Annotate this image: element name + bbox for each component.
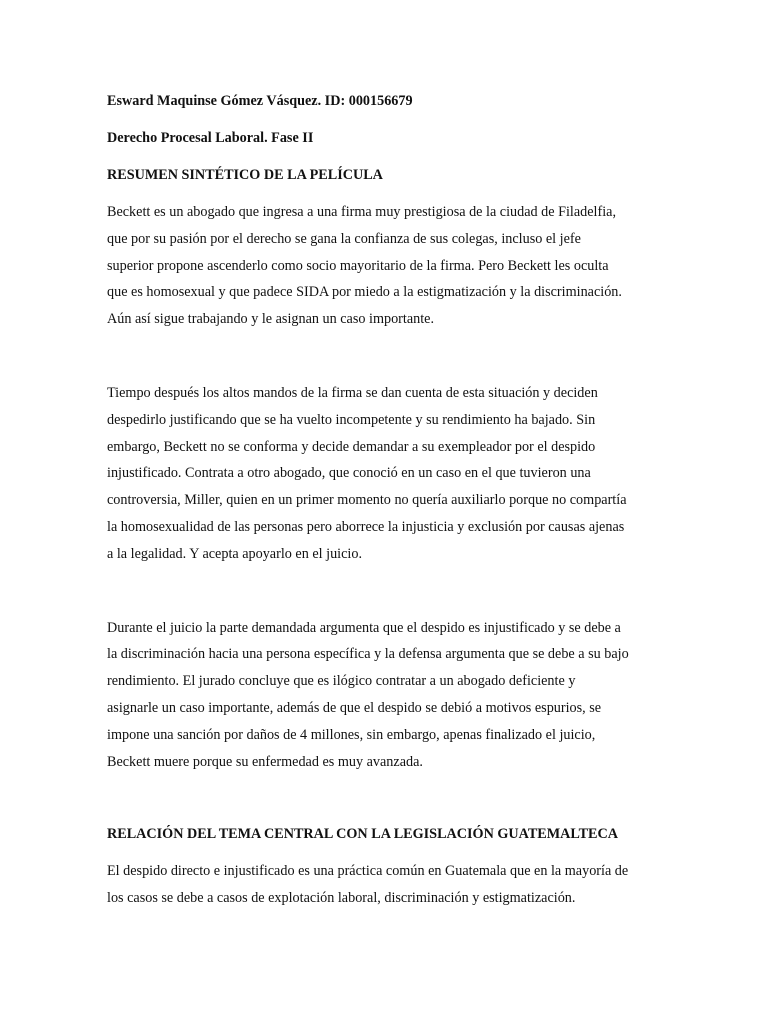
text-line: superior propone ascenderlo como socio mayoritario de la firma. Pero Beckett les oculta (107, 257, 609, 274)
text-line: la discriminación hacia una persona específica y la defensa argumenta que se debe a su bajo (107, 646, 629, 663)
text-line: Durante el juicio la parte demandada argumenta que el despido es injustificado y se debe a (107, 619, 621, 636)
paragraph-summary-1 (107, 199, 667, 333)
document-page (107, 90, 667, 912)
text-line: El despido directo e injustificado es una práctica común en Guatemala que en la mayoría de (107, 863, 629, 880)
text-line: Aún así sigue trabajando y le asignan un caso importante. (107, 311, 435, 328)
text-line: rendimiento. El jurado concluye que es ilógico contratar a un abogado deficiente y (107, 673, 576, 690)
text-line: que es homosexual y que padece SIDA por miedo a la estigmatización y la discriminación. (107, 284, 622, 301)
author-line: Esward Maquinse Gómez Vásquez. ID: 000156679 (107, 93, 413, 109)
text-line: despedirlo justificando que se ha vuelto incompetente y su rendimiento ha bajado. Sin (107, 411, 596, 428)
text-line: los casos se debe a casos de explotación laboral, discriminación y estigmatización. (107, 890, 576, 907)
text-line: Beckett muere porque su enfermedad es muy avanzada. (107, 753, 423, 770)
section-heading-legislation: RELACIÓN DEL TEMA CENTRAL CON LA LEGISLACIÓN GUATEMALTECA (107, 826, 618, 843)
text-line: la homosexualidad de las personas pero aborrece la injusticia y exclusión por causas ajenas (107, 518, 625, 535)
text-line: controversia, Miller, quien en un primer momento no quería auxiliarlo porque no compartía (107, 492, 627, 509)
text-line: Beckett es un abogado que ingresa a una firma muy prestigiosa de la ciudad de Filadelfia, (107, 204, 617, 220)
course-line: Derecho Procesal Laboral. Fase II (107, 130, 314, 146)
text-line: a la legalidad. Y acepta apoyarlo en el juicio. (107, 545, 362, 562)
text-line: injustificado. Contrata a otro abogado, que conoció en un caso en el que tuvieron una (107, 465, 591, 482)
text-line: que por su pasión por el derecho se gana la confianza de sus colegas, incluso el jefe (107, 230, 581, 247)
paragraph-legislation-1 (107, 858, 667, 912)
text-line: impone una sanción por daños de 4 millones, sin embargo, apenas finalizado el juicio, (107, 726, 596, 743)
paragraph-summary-3 (107, 615, 667, 776)
paragraph-summary-2 (107, 380, 667, 568)
text-line: asignarle un caso importante, además de que el despido se debió a motivos espurios, se (107, 699, 602, 716)
section-heading-summary: RESUMEN SINTÉTICO DE LA PELÍCULA (107, 167, 383, 183)
text-line: Tiempo después los altos mandos de la firma se dan cuenta de esta situación y deciden (107, 384, 598, 401)
text-line: embargo, Beckett no se conforma y decide demandar a su exempleador por el despido (107, 438, 596, 455)
